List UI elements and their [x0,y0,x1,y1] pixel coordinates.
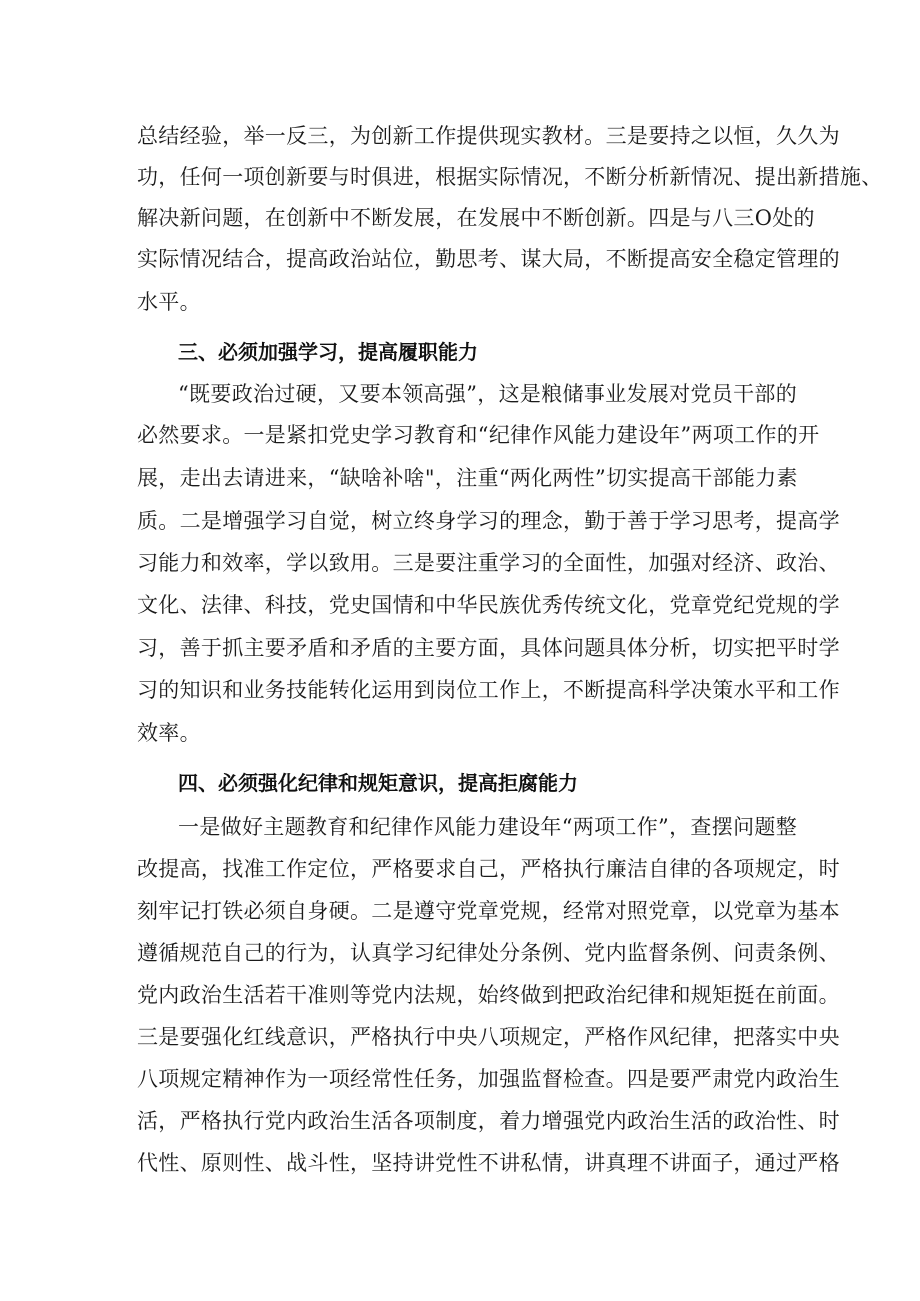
section-three-line-8: 习的知识和业务技能转化运用到岗位工作上，不断提高科学决策水平和工作 [137,678,840,702]
intro-line-3: 解决新问题，在创新中不断发展，在发展中不断创新。四是与八三O处的 [137,206,815,230]
section-three-line-4: 质。二是增强学习自觉，树立终身学习的理念，勤于善于学习思考，提高学 [137,509,840,533]
section-three-line-2: 必然要求。一是紧扣党史学习教育和“纪律作风能力建设年”两项工作的开 [137,423,820,447]
section-four-line-6: 三是要强化红线意识，严格执行中央八项规定，严格作风纪律，把落实中央 [137,1025,840,1049]
section-three-line-1: “既要政治过硬，又要本领高强”，这是粮储事业发展对党员干部的 [178,382,797,406]
section-three-line-7: 习，善于抓主要矛盾和矛盾的主要方面，具体问题具体分析，切实把平时学 [137,636,840,660]
intro-line-5: 水平。 [137,290,201,314]
section-four-line-7: 八项规定精神作为一项经常性任务，加强监督检查。四是要严肃党内政治生 [137,1067,840,1091]
section-four-heading: 四、必须强化纪律和规矩意识，提高拒腐能力 [178,771,578,795]
intro-line-4: 实际情况结合，提高政治站位，勤思考、谋大局，不断提高安全稳定管理的 [137,247,840,271]
section-four-line-3: 刻牢记打铁必须自身硬。二是遵守党章党规，经常对照党章，以党章为基本 [137,899,840,923]
section-four-line-4: 遵循规范自己的行为，认真学习纪律处分条例、党内监督条例、问责条例、 [137,941,840,965]
intro-line-2: 功，任何一项创新要与时俱进，根据实际情况，不断分析新情况、提出新措施、 [137,165,883,189]
section-three-line-6: 文化、法律、科技，党史国情和中华民族优秀传统文化，党章党纪党规的学 [137,593,840,617]
section-three-line-5: 习能力和效率，学以致用。三是要注重学习的全面性，加强对经济、政治、 [137,551,840,575]
section-four-line-8: 活，严格执行党内政治生活各项制度，着力增强党内政治生活的政治性、时 [137,1109,840,1133]
section-four-line-2: 改提高，找准工作定位，严格要求自己，严格执行廉洁自律的各项规定，时 [137,857,840,881]
section-three-line-9: 效率。 [137,721,201,745]
section-three-line-3: 展，走出去请进来，“缺啥补啥"，注重“两化两性”切实提高干部能力素 [137,466,798,490]
section-four-line-1: 一是做好主题教育和纪律作风能力建设年“两项工作”，查摆问题整 [178,815,797,839]
section-three-heading: 三、必须加强学习，提高履职能力 [178,340,478,364]
intro-line-1: 总结经验，举一反三，为创新工作提供现实教材。三是要持之以恒，久久为 [137,124,840,148]
section-four-line-9: 代性、原则性、战斗性，坚持讲党性不讲私情，讲真理不讲面子，通过严格 [137,1151,840,1175]
section-four-line-5: 党内政治生活若干准则等党内法规，始终做到把政治纪律和规矩挺在前面。 [137,983,840,1007]
